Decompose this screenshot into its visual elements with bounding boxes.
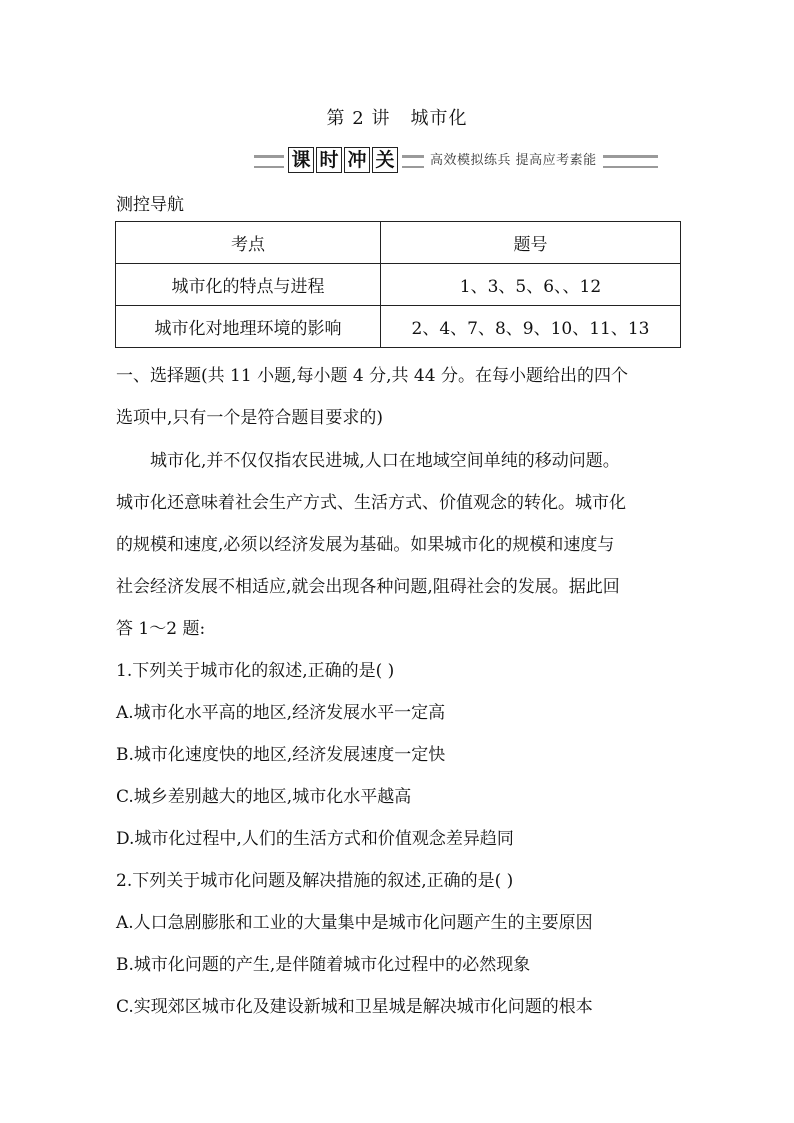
table-row <box>116 306 681 348</box>
table-header-row <box>116 222 681 264</box>
column-header: 题号 <box>381 222 681 264</box>
page-title <box>0 104 794 130</box>
nav-table <box>115 221 681 348</box>
banner-slogan: 高效模拟练兵 提高应考素能 <box>424 149 603 168</box>
passage-line: 城市化,并不仅仅指农民进城,人口在地域空间单纯的移动问题。 <box>150 451 620 471</box>
column-header: 考点 <box>116 222 381 264</box>
nav-section-label: 测控导航 <box>116 195 184 215</box>
answer-option: A.人口急剧膨胀和工业的大量集中是城市化问题产生的主要原因 <box>116 913 593 933</box>
table-cell: 2、4、7、8、9、10、11、13 <box>381 306 681 348</box>
lesson-number: 第 2 讲 <box>326 108 391 129</box>
answer-option: D.城市化过程中,人们的生活方式和价值观念差异趋同 <box>116 829 514 849</box>
question-instructions: 选项中,只有一个是符合题目要求的) <box>116 408 384 428</box>
lesson-topic: 城市化 <box>410 108 468 129</box>
answer-option: C.城乡差别越大的地区,城市化水平越高 <box>116 787 412 807</box>
passage-line: 社会经济发展不相适应,就会出现各种问题,阻碍社会的发展。据此回 <box>116 577 620 597</box>
answer-option: A.城市化水平高的地区,经济发展水平一定高 <box>116 703 446 723</box>
table-cell: 城市化的特点与进程 <box>116 264 381 306</box>
question-stem: 2.下列关于城市化问题及解决措施的叙述,正确的是( ) <box>116 871 514 891</box>
table-cell: 城市化对地理环境的影响 <box>116 306 381 348</box>
banner-label <box>284 147 402 173</box>
answer-option: B.城市化问题的产生,是伴随着城市化过程中的必然现象 <box>116 955 531 975</box>
passage-line: 答 1～2 题: <box>116 619 206 639</box>
banner-char: 时 <box>316 147 342 173</box>
passage-line: 的规模和速度,必须以经济发展为基础。如果城市化的规模和速度与 <box>116 535 615 555</box>
table-cell: 1、3、5、6、、12 <box>381 264 681 306</box>
section-banner <box>254 147 658 173</box>
passage-line: 城市化还意味着社会生产方式、生活方式、价值观念的转化。城市化 <box>116 493 626 513</box>
banner-char: 关 <box>372 147 398 173</box>
question-stem: 1.下列关于城市化的叙述,正确的是( ) <box>116 661 395 681</box>
banner-char: 冲 <box>344 147 370 173</box>
banner-char: 课 <box>288 147 314 173</box>
answer-option: B.城市化速度快的地区,经济发展速度一定快 <box>116 745 446 765</box>
question-instructions: 一、选择题(共 11 小题,每小题 4 分,共 44 分。在每小题给出的四个 <box>116 366 628 386</box>
table-row <box>116 264 681 306</box>
answer-option: C.实现郊区城市化及建设新城和卫星城是解决城市化问题的根本 <box>116 997 593 1017</box>
